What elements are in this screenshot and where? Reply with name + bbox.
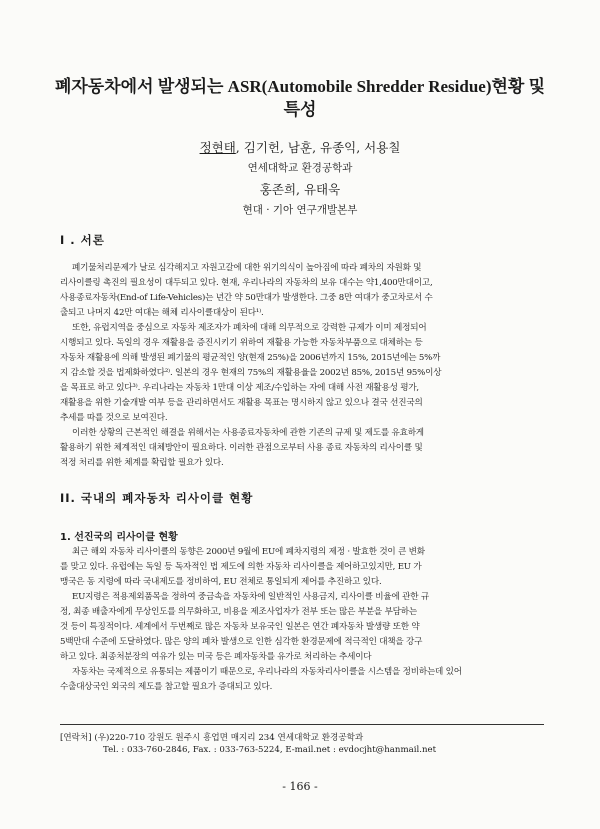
paragraph-line: 정, 최종 배출자에게 무상인도를 의무화하고, 비용을 제조사업자가 전부 또는 많은 부분을 부담하는 bbox=[60, 607, 417, 617]
paragraph-line: 또한, 유럽지역을 중심으로 자동차 제조자가 폐차에 대해 의무적으로 강력한 규제가 이미 제정되어 bbox=[72, 323, 427, 333]
contact-line-2: Tel. : 033-760-2846, Fax. : 033-763-5224, E-mail.net : evdocjht@hanmail.net bbox=[103, 745, 437, 755]
affiliation-2: 현대 · 기아 연구개발본부 bbox=[242, 204, 358, 216]
subsection-heading: 1. 선진국의 리사이클 현황 bbox=[60, 532, 178, 543]
paragraph-line: 적정 처리를 위한 체계를 확립할 필요가 있다. bbox=[60, 458, 224, 468]
affiliation-1: 연세대학교 환경공학과 bbox=[247, 162, 353, 174]
paragraph-line: 수출대상국인 외국의 제도를 참고할 필요가 증대되고 있다. bbox=[60, 682, 273, 692]
page-number: - 166 - bbox=[282, 780, 318, 793]
paragraph-line: 리사이클링 촉진의 필요성이 대두되고 있다. 현재, 우리나라의 자동차의 보유 대수는 약1,400만대이고, bbox=[60, 278, 433, 288]
first-author: 정현태 bbox=[199, 140, 236, 155]
footer-divider bbox=[60, 724, 544, 725]
paragraph-line: 하고 있다. 최종처분장의 여유가 있는 미국 등은 폐자동차를 유가로 처리하는 추세이다 bbox=[60, 652, 372, 662]
paragraph-line: 지 감소할 것을 법제화하였다²⁾. 일본의 경우 현재의 75%의 재활용율을 2002년 85%, 2015년 95%이상 bbox=[60, 368, 442, 378]
paragraph-line: 자동차는 국제적으로 유통되는 제품이기 때문으로, 우리나라의 자동차리사이클을 시스템을 정비하는데 있어 bbox=[72, 667, 462, 677]
paragraph-line: 를 맞고 있다. 유럽에는 독일 등 독자적인 법 제도에 의한 자동차 리사이클을 제어하고있지만, EU 가 bbox=[60, 562, 422, 572]
paragraph-line: 것 등이 특징적이다. 세계에서 두번째로 많은 자동차 보유국인 일본은 연간 폐자동차 발생량 또한 약 bbox=[60, 622, 420, 632]
section-heading-intro: I . 서론 bbox=[60, 233, 105, 247]
paragraph-line: 을 목표로 하고 있다³⁾. 우리나라는 자동차 1만대 이상 제조/수입하는 자에 대해 사전 재활용성 평가, bbox=[60, 383, 419, 393]
paper-title-line1: 폐자동차에서 발생되는 ASR(Automobile Shredder Residue)현황 및 bbox=[54, 77, 546, 96]
paragraph-line: 출되고 나머지 42만 여대는 해체 리사이클대상이 된다¹⁾. bbox=[60, 308, 264, 318]
paper-title-line2: 특성 bbox=[283, 100, 317, 119]
paragraph-line: 활용하기 위한 체계적인 대체방안이 필요하다. 이러한 관점으로부터 사용 종료 자동차의 리사이클 및 bbox=[60, 443, 423, 453]
co-authors: , 김기헌, 남훈, 유종익, 서용칠 bbox=[235, 140, 401, 155]
author-list-2: 홍존희, 유태욱 bbox=[259, 182, 341, 197]
paragraph-line: 추세를 따를 것으로 보여진다. bbox=[60, 413, 168, 423]
paragraph-line: 맹국은 동 지령에 따라 국내제도를 정비하여, EU 전체로 통일되게 제어를 추진하고 있다. bbox=[60, 577, 382, 587]
paragraph-line: EU지령은 적용제외품목을 정하여 중금속을 자동차에 일반적인 사용금지, 리사이클 비율에 관한 규 bbox=[72, 592, 429, 602]
paragraph-line: 자동차 재활용에 의해 발생된 폐기물의 평균적인 양(현재 25%)을 2006년까지 15%, 2015년에는 5%까 bbox=[60, 353, 441, 363]
paragraph-line: 이러한 상황의 근본적인 해결을 위해서는 사용종료자동차에 관한 기존의 규제 및 제도를 유효하게 bbox=[72, 428, 424, 438]
section-heading-domestic: II. 국내의 폐자동차 리사이클 현황 bbox=[60, 491, 254, 505]
paragraph-line: 사용종료자동차(End-of Life-Vehicles)는 년간 약 50만대가 발생한다. 그중 8만 여대가 중고차로서 수 bbox=[60, 293, 433, 303]
paragraph-line: 최근 해외 자동차 리사이클의 동향은 2000년 9월에 EU에 폐차지령의 제정 · 발효한 것이 큰 변화 bbox=[72, 547, 425, 557]
author-list bbox=[0, 138, 600, 156]
paragraph-line: 폐기물처리문제가 날로 심각해지고 자원고갈에 대한 위기의식이 높아짐에 따라 폐차의 자원화 및 bbox=[72, 263, 422, 273]
paragraph-line: 재활용을 위한 기술개발 여부 등을 관리하면서도 재활용 목표는 명시하지 않고 있으나 결국 선진국의 bbox=[60, 398, 423, 408]
contact-line-1: [연락처] (우)220-710 강원도 원주시 흥업면 매지리 234 연세대학교 환경공학과 bbox=[60, 733, 364, 743]
paragraph-line: 5백만대 수준에 도달하였다. 많은 양의 폐차 발생으로 인한 심각한 환경문제에 적극적인 대책을 강구 bbox=[60, 637, 423, 647]
paragraph-line: 시행되고 있다. 독일의 경우 재활용을 증진시키기 위하여 재활용 가능한 자동차부품으로 대체하는 등 bbox=[60, 338, 423, 348]
